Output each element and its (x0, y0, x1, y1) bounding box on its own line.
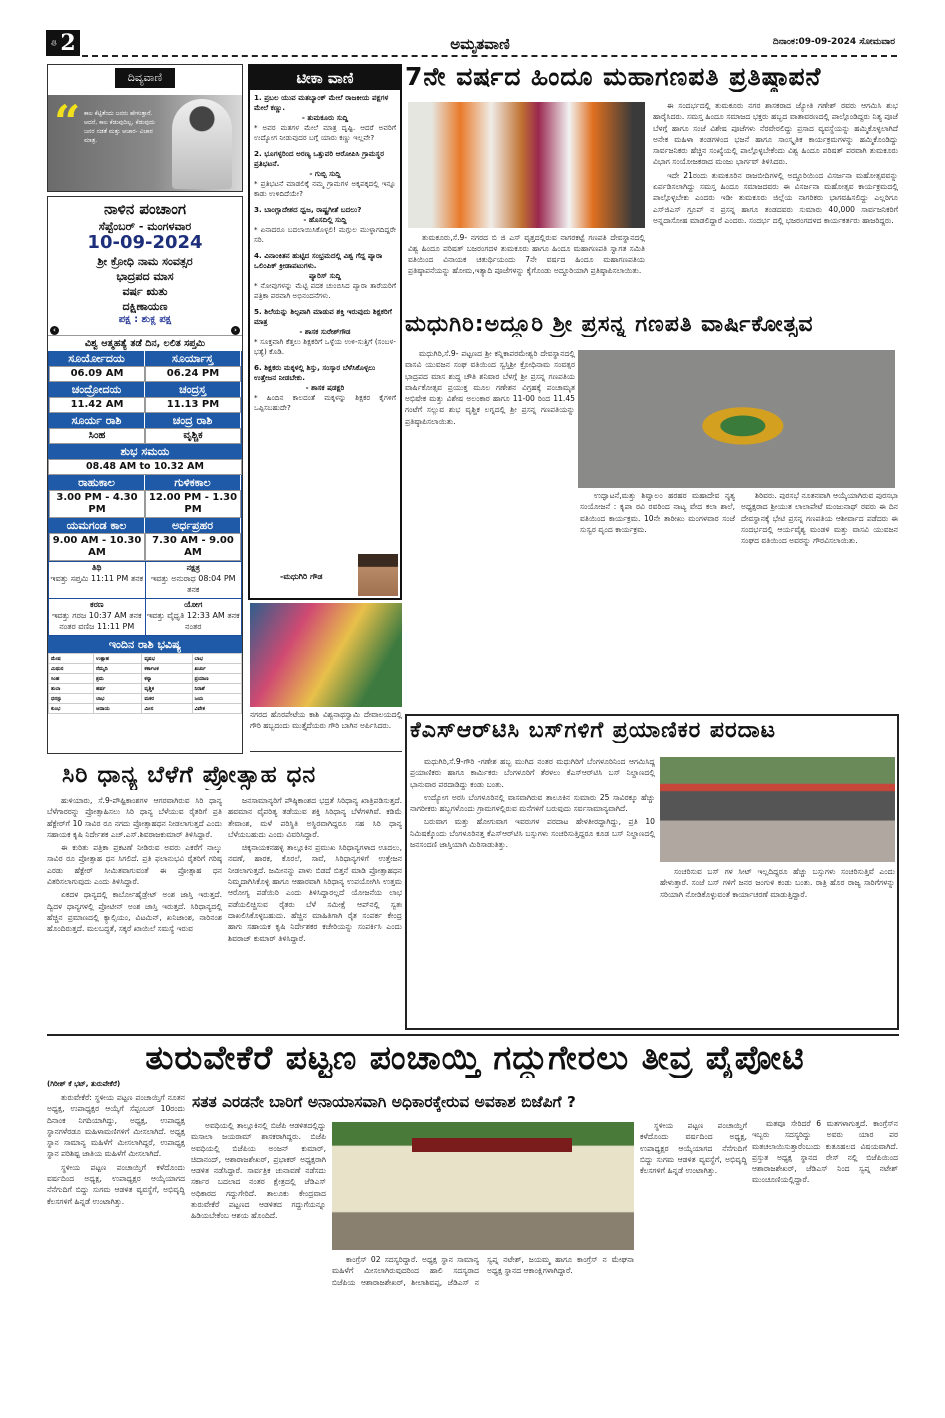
story5-headline: ತುರುವೇಕೆರೆ ಪಟ್ಟಣ ಪಂಚಾಯ್ತಿ ಗದ್ದುಗೇರಲು ತೀವ್ರ ಪೈಪೋಟಿ (145, 1038, 805, 1077)
header-date: ದಿನಾಂಕ:09-09-2024 ಸೋಮವಾರ (772, 37, 895, 47)
rashi-cell: ಲಾಭ (94, 694, 142, 704)
rashi-cell: ಮಿಥುನ (49, 664, 94, 674)
panchanga-heading: ಚಂದ್ರಸ್ತ (145, 382, 241, 397)
panchanga-value: 06.24 PM (145, 366, 241, 382)
story4-headline: ಸಿರಿ ಧಾನ್ಯ ಬೆಳೆಗೆ ಪ್ರೋತ್ಸಾಹ ಧನ (62, 762, 317, 788)
panchanga-value: 7.30 AM - 9.00 AM (145, 533, 241, 561)
story4-paragraph: ಚಿಕ್ಕನಾಯಕನಹಳ್ಳಿ ತಾಲ್ಲೂಕಿನ ಪ್ರಮುಖ ಸಿರಿಧಾನ್ಯಗಳಾದ ಊದಲು, ನವಣೆ, ಹಾರಕ, ಕೊರಲೆ, ಸಾವೆ, ಸಿರಿಧಾನ್ಯಗಳಿಗೆ ಉತ್ತೇಜನ ನೀಡಲಾಗುತ್ತದೆ. ಜಮೀನನ್ನು ಪಾಳು ಬಿಡದೆ ಬಿತ್ತನೆ ಮಾಡಿ ಪ್ರೋತ್ಸಾಹಧನ ನಿಮ್ಮದಾಗಿಸಿಕೊಳ್ಳಿ ಹಾಗೂ ಆಹಾರವಾಗಿ ಸಿರಿಧಾನ್ಯ ಉಪಯೋಗಿಸಿ ಉತ್ತಮ ಆರೋಗ್ಯ ಪಡೆಯಿರಿ ಎಂದು ತಿಳಿಸಿದ್ದಾರಲ್ಲದೆ ಯೋಜನೆಯ ಲಾಭ ಪಡೆಯಲಿಚ್ಚಿಸುವ ರೈತರು ಬೆಳೆ ಸಮೀಕ್ಷೆ ಆಪ್‌ನಲ್ಲಿ ಸ್ವತಃ ದಾಖಲಿಸಿಕೊಳ್ಳಬಹುದು. ಹೆಚ್ಚಿನ ಮಾಹಿತಿಗಾಗಿ ರೈತ ಸಂಪರ್ಕ ಕೇಂದ್ರ ಹಾಗು ಸಹಾಯಕ ಕೃಷಿ ನಿರ್ದೇಶಕರ ಕಚೇರಿಯನ್ನು ಸಂಪರ್ಕಿಸಿ ಎಂದು ಶಿವರಾಜ್ ಕುಮಾರ್ ತಿಳಿಸಿದ್ದಾರೆ. (228, 843, 402, 943)
teeka-source: ಪ್ಯಾರಿಸ್ ಸುದ್ದಿ (309, 271, 341, 280)
rashi-cell: ಹರ್ಷ (94, 684, 142, 694)
panchanga-value: ವೃಶ್ಚಿಕ (145, 428, 241, 444)
paper-name: ಅಮೃತವಾಣಿ (450, 35, 510, 53)
teeka-comment: * ಸೂಕ್ತವಾಗಿ ಕೆತ್ತಲು ಶಿಕ್ಷಕರಿಗೆ ಒಳ್ಳೆಯ ಉಳಿ-ಸುತ್ತಿಗೆ (ಸಂಬಳ-ಭತ್ಯೆ) ಕೊಡಿ. (254, 337, 396, 356)
cell-title: ನಕ್ಷತ್ರ (186, 563, 200, 572)
rashi-cell: ಮೀನ (142, 704, 192, 714)
teeka-item (254, 251, 396, 301)
story2-col3: ಶಿರಿವರು. ಪುರಸಭೆ ನೂತನವಾಗಿ ಆಯ್ಕೆಯಾಗಿರುವ ಪುರಸಭಾ ಅಧ್ಯಕ್ಷರಾದ ಶ್ರೀಯುತ ಲಾಲಾಪೇಟೆ ಮಂಜುನಾಥ್ ರವರು ಈ ದಿನ ದೇವಸ್ಥಾನಕ್ಕೆ ಭೇಟಿ ಪ್ರಸನ್ನ ಗಣಪತಿಯ ಆಶೀರ್ವಾದ ಪಡೆದರು ಈ ಸಂದರ್ಭದಲ್ಲಿ ಆರ್ಯವೈಶ್ಯ ಮಂಡಳಿ ಮತ್ತು ವಾಸವಿ ಯುವಜನ ಸಂಘದ ವತಿಯಿಂದ ಅವರನ್ನು ಗೌರವಿಸಲಾಯಿತು. (741, 491, 898, 546)
rashi-cell: ವಿವೇಕ (192, 704, 241, 714)
panchayat-office-photo (332, 1122, 634, 1250)
story4-paragraph: ಜನಸಾಮಾನ್ಯರಿಗೆ ಪೌಷ್ಠಿಕಾಂಶದ ಭದ್ರತೆ ಸಿರಿಧಾನ್ಯ ಖಾತ್ರಿಪಡಿಸುತ್ತದೆ. ಹವಮಾನ ವೈಪರಿತ್ಯ ತಡೆಯುವ ಶಕ್ತಿ ಸಿರಿಧಾನ್ಯ ಬೆಳೆಗಳಿಗಿವೆ. ಕಡಿಮೆ ತೇವಾಂಶ, ಮಳೆ ಪರಿಸ್ಥಿತಿ ಅಸ್ಥಿರವಾಗಿದ್ದರೂ ಸಹ ಸಿರಿ ಧಾನ್ಯ ಬೆಳೆಯಬಹುದು ಎಂದು ವಿವರಿಸಿದ್ದಾರೆ. (228, 796, 402, 839)
panchanga-special-day: ವಿಶ್ವ ಆತ್ಮಹತ್ಯೆ ತಡೆ ದಿನ, ಲಲಿತ ಸಪ್ತಮಿ (48, 335, 242, 351)
teeka-item (254, 205, 396, 245)
rashi-cell: ವೃಶ್ಚಿಕ (142, 684, 192, 694)
teeka-item (254, 307, 396, 357)
story2-col1: ಮಧುಗಿರಿ,ಸೆ.9- ಪಟ್ಟಣದ ಶ್ರೀ ಕನ್ನಿಕಾಪರಮೇಶ್ವರಿ ದೇವಸ್ಥಾನದಲ್ಲಿ ವಾಸವಿ ಯುವಜನ ಸಂಘ ವತಿಯಿಂದ ಸ್ವಸ್ತಿಶ್ರೀ ಕ್ರೋಧಿನಾಮ ಸಂವತ್ಸರ ಭಾದ್ರಪದ ಮಾಸ ಶುದ್ಧ ಚೌತಿ ಶನಿವಾರ ಬೆಳಗ್ಗೆ ಶ್ರೀ ಪ್ರಸನ್ನ ಗಣಪತಿಯ ವಾರ್ಷಿಕೋತ್ಸವ ಪ್ರಯುಕ್ತ ಮೂಲ ಗಣೇಶನ ವಿಗ್ರಹಕ್ಕೆ ಪಂಚಾಮೃತ ಅಭಿಷೇಕ ಮತ್ತು ವಿಶೇಷ ಅಲಂಕಾರ ಹಾಗೂ 11-00 ರಿಂದ 11.45 ಗಂಟೆಗೆ ಸಲ್ಲುವ ಶುಭ ವೃಶ್ಚಿಕ ಲಗ್ನದಲ್ಲಿ ಶ್ರೀ ಪ್ರಸನ್ನ ಗಣಪತಿಯನ್ನು ಪ್ರತಿಷ್ಠಾಪಿಸಲಾಯಿತು. (405, 349, 575, 426)
teeka-comment: * ಹಿಂದಿನ ಕಾಲದಂತೆ ಮಕ್ಕಳನ್ನು ಶಿಕ್ಷಕರ ಕೈಗಳಿಗೆ ಒಪ್ಪಿಸಬಹುದೇ? (254, 393, 396, 412)
story4-paragraph: ಹುಳಿಯಾರು, ಸೆ.9-ಪೌಷ್ಟಿಕಾಂಶಗಳ ಆಗರವಾಗಿರುವ ಸಿರಿ ಧಾನ್ಯ ಬೆಳೆಗಾರರನ್ನು ಪ್ರೋತ್ಸಾಹಿಸಲು ಸಿರಿ ಧಾನ್ಯ ಬೆಳೆಯುವ ರೈತರಿಗೆ ಪ್ರತಿ ಹೆಕ್ಟೇರ್‌ಗೆ 10 ಸಾವಿರ ರೂ ನಗದು ಪ್ರೋತ್ಸಾಹಧನ ನೀಡಲಾಗುತ್ತದೆ ಎಂದು ಸಹಾಯಕ ಕೃಷಿ ನಿರ್ದೇಶಕ ಎಚ್.ಎಸ್.ಶಿವರಾಜಕುಮಾರ್ ತಿಳಿಸಿದ್ದಾರೆ. (47, 796, 222, 839)
teeka-quote: 5. ಶಿಲೆಯನ್ನು ಶಿಲ್ಪವಾಗಿ ಮಾಡುವ ಶಕ್ತಿ ಇರುವುದು ಶಿಕ್ಷಕರಿಗೆ ಮಾತ್ರ (254, 307, 392, 326)
panchanga-box (47, 196, 243, 754)
story5-paragraph: ಸ್ಥಳೀಯ ಪಟ್ಟಣ ಪಂಚಾಯ್ತಿಗೆ ಕಳೆದೊಂದು ವರ್ಷದಿಂದ ಅಧ್ಯಕ್ಷ, ಉಪಾಧ್ಯಕ್ಷರ ಆಯ್ಕೆಯಾಗದ ನೆನೆಗುದಿಗೆ ಬಿದ್ದು ಸುಗಮ ಆಡಳಿತ ವ್ಯವಸ್ಥೆಗೆ, ಅಭಿವೃದ್ಧಿ ಕೆಲಸಗಳಿಗೆ ಹಿನ್ನಡೆ ಉಂಟಾಗಿತ್ತು. (47, 1162, 185, 1206)
section-divider (47, 1034, 899, 1036)
rashi-row (49, 684, 242, 694)
panchanga-row (48, 351, 242, 382)
teeka-source: - ಶಾಸಕ ಸುರೇಶ್‌ಗೌಡ (299, 327, 351, 336)
teeka-quote: 1. ಪ್ರಬಲ ಯುವ ಮತಬ್ಯಾಂಕ್ ಮೇಲೆ ರಾಜಕೀಯ ಪಕ್ಷಗಳ ಮೇಲೆ ಕಣ್ಣು. (254, 93, 389, 112)
panchanga-heading: ಚಂದ್ರೋದಯ (49, 382, 145, 397)
vivekananda-portrait (172, 99, 232, 189)
rashi-row (49, 694, 242, 704)
teeka-quote: 6. ಶಿಕ್ಷಕರು ಮಕ್ಕಳಲ್ಲಿ ಶಿಸ್ತು, ಸಂಸ್ಕಾರ ಬೆಳೆಸಿಕೊಳ್ಳಲು ಉತ್ತೇಜನ ನೀಡಬೇಕು. (254, 363, 376, 382)
story1-paragraph: ಈ ಸಂದರ್ಭದಲ್ಲಿ ತುಮಕೂರು ನಗರ ಶಾಸಕರಾದ ಜ್ಯೋತಿ ಗಣೇಶ್ ರವರು ಆಗಮಿಸಿ ಶುಭ ಹಾರೈಸಿದರು. ಸಮಸ್ತ ಹಿಂದೂ ಸಮಾಜದ ಭಕ್ತರು ಹಬ್ಬದ ವಾತಾವರಣದಲ್ಲಿ ಪಾಲ್ಗೊಂಡಿದ್ದರು ನಿತ್ಯ ಪೂಜೆ ಬೆಳಗ್ಗೆ ಹಾಗೂ ಸಂಜೆ ವಿಶೇಷ ಪೂಜೆಗಳು ನೆರವೇರಲಿದ್ದು ಪ್ರಸಾದ ವ್ಯವಸ್ಥೆಯನ್ನು ಹಮ್ಮಿಕೊಳ್ಳಲಾಗಿದೆ ಅನೇಕ ಮಹಿಳಾ ತಂಡಗಳಿಂದ ಭಜನೆ ಹಾಗೂ ಸಾಂಸ್ಕೃತಿಕ ಕಾರ್ಯಕ್ರಮಗಳನ್ನು ಹಮ್ಮಿಕೊಂಡಿದ್ದು ಸಾರ್ವಜನಿಕರು ಹೆಚ್ಚಿನ ಸಂಖ್ಯೆಯಲ್ಲಿ ಪಾಲ್ಗೊಳ್ಳಬೇಕೆಂದು ವಿಶ್ವ ಹಿಂದೂ ಪರಿಷತ್ ಪರವಾಗಿ ತುಮಕೂರು ವಿಭಾಗ ಸಂಯೋಜಕರಾದ ಮಂಜು ಭಾರ್ಗವ್ ತಿಳಿಸಿದರು. (653, 101, 898, 167)
teeka-source: - ಗುಬ್ಬಿ ಸುದ್ದಿ (309, 169, 341, 178)
panchanga-value: 12.00 PM - 1.30 PM (145, 490, 241, 518)
panchanga-date: 10-09-2024 (87, 232, 203, 253)
story4-col1 (47, 795, 222, 1031)
panchanga-rutu: ವರ್ಷ ಋತು (122, 285, 168, 298)
rashi-cell: ಉತ್ಸಾಹ (94, 654, 142, 664)
quote-mark-icon: “ (54, 95, 81, 149)
story1-photo (408, 102, 645, 228)
story5-col1 (47, 1092, 185, 1402)
teeka-quote: 2. ಭೂಗಳ್ಳರಿಂದ ಅರಣ್ಯ ಒತ್ತುವರಿ ಆರೋಪಿಸಿ ಗ್ರಾಮಸ್ಥರ ಪ್ರತಿಭಟನೆ. (254, 149, 385, 168)
panchanga-heading: ಯಮಗಂಡ ಕಾಲ (49, 518, 145, 533)
panchanga-value: 9.00 AM - 10.30 AM (49, 533, 145, 561)
story4-col2 (228, 795, 402, 1031)
panchanga-nav (48, 326, 242, 335)
story1-body (653, 100, 898, 304)
story5-subheadline: ಸತತ ಎರಡನೇ ಬಾರಿಗೆ ಅನಾಯಾಸವಾಗಿ ಅಧಿಕಾರಕ್ಕೇರುವ ಅವಕಾಶ ಬಿಜೆಪಿಗೆ ? (192, 1093, 576, 1111)
rashi-table (48, 653, 242, 714)
rashi-cell: ಶ್ರಮ (94, 674, 142, 684)
divyavani-box (47, 64, 243, 192)
panchanga-value: 06.09 AM (49, 366, 145, 382)
panchanga-heading: ರಾಹುಕಾಲ (49, 475, 145, 490)
panchanga-paksha: ಪಕ್ಷ : ಶುಕ್ಲ ಪಕ್ಷ (118, 314, 172, 325)
teeka-quote: 4. ವಿನಾಂಕಿತನ ಹುಟ್ಟಿದ ಸಂಭ್ರಮದಲ್ಲಿ ವಿಶ್ವ ಗೆದ್ದ ಪ್ಯಾರಾ ಒಲಿಂಪಿಕ್ ಕ್ರೀಡಾಪಟುಗಳು. (254, 251, 383, 270)
story2-col2: ಉದ್ಘಾಟನೆ,ಮತ್ತು ಶಿವ್ವಾಲಂ ಹರಹರ ಮಹಾದೇವ ನೃತ್ಯ ಸಂಯೋಜನೆ : ಕೃಪಾ ರವಿ ರವರಿಂದ ನಾಟ್ಯ ವೇದ ಕಲಾ ಶಾಲೆ, ವತಿಯಿಂದ ಕಾರ್ಯಕ್ರಮ. 10ನೇ ತಾರೀಖು ಮಂಗಳವಾರ ಸಂಜೆ ಸುಸ್ವರ ವೃಂದ ಕಾರ್ಯಕ್ರಮ. (580, 491, 735, 534)
divyavani-image (48, 95, 242, 191)
panchanga-cell (146, 562, 242, 598)
panchanga-cell (49, 599, 145, 635)
chevron-left-icon[interactable]: ‹ (50, 326, 59, 335)
rashi-cell: ಕುಂಭ (49, 704, 94, 714)
rashi-cell: ಆದಾಯ (94, 704, 142, 714)
panchanga-row (48, 518, 242, 561)
story3-paragraph: ಮಧುಗಿರಿ,ಸೆ.9-ಗೌರಿ -ಗಣೇಶ ಹಬ್ಬ ಮುಗಿದ ನಂತರ ಮಧುಗಿರಿಗೆ ಬೆಂಗಳೂರಿನಿಂದ ಆಗಮಿಸಿದ್ದ ಪ್ರಯಾಣಿಕರು ಹಾಗೂ ಕಾರ್ಮಿಕರು ಬೆಂಗಳೂರಿಗೆ ತೆರಳಲು ಕೆಎಸ್‌ಆರ್‌ಟಿಸಿ ಬಸ್ ನಿಲ್ದಾಣದಲ್ಲಿ ಭಾನುವಾರ ಪರದಾಡಿದ್ದು ಕಂಡು ಬಂತು. (410, 757, 655, 789)
gowri-photo (250, 603, 402, 707)
panchanga-heading: ಗುಳಿಕಕಾಲ (145, 475, 241, 490)
story5-col4: ಮತವೂ ಸೇರಿದರೆ 6 ಮತಗಳಾಗುತ್ತದೆ. ಕಾಂಗ್ರೆಸ್‌ನ ಇಬ್ಬರು ಸದಸ್ಯರಿದ್ದು ಅವರು ಯಾರ ಪರ ಮತಚಲಾಯಿಸುತ್ತಾರೆಂಬುದು ಕುತೂಹಲದ ವಿಷಯವಾಗಿದೆ. ಪ್ರಸ್ತುತ ಅಧ್ಯಕ್ಷ ಸ್ಥಾನದ ರೇಸ್ ನಲ್ಲಿ ಬಿಜೆಪಿಯಿಂದ ಆಶಾರಾಜಶೇಖರ್, ಜೆಡಿಎಸ್ ನಿಂದ ಸ್ವಪ್ನ ನಟೇಶ್ ಮುಂಚೂಣಿಯಲ್ಲಿದ್ದಾರೆ. (752, 1119, 898, 1185)
panchanga-heading: ಸೂರ್ಯಾಸ್ತ (145, 351, 241, 366)
shubha-samaya-value: 08.48 AM to 10.32 AM (48, 459, 242, 475)
rashi-row (49, 664, 242, 674)
teeka-footer (250, 554, 400, 598)
teeka-quote: 3. ಬಾಂಗ್ಲಾದೇಶದ ಧ್ವಜ, ರಾಷ್ಟ್ರಗೀತೆ ಬದಲು? (254, 205, 362, 214)
panchanga-value: 11.42 AM (49, 397, 145, 413)
rashi-cell: ಸಿಂಹ (49, 674, 94, 684)
bus-station-photo (660, 757, 895, 862)
teeka-comment: * ನೋವುಗಳನ್ನು ಮೆಟ್ಟಿ ಪದಕ ಚುಂಬಿಸಿದ ಪ್ಯಾರಾ ತಾರೆಯರಿಗೆ ಪತ್ರಿಕಾ ಪರವಾಗಿ ಅಭಿನಂದನೆಗಳು. (254, 281, 396, 300)
panchanga-cell (146, 599, 242, 635)
cell-value: ಇವತ್ತು ಸಪ್ತಮಿ 11:11 PM ತನಕ (50, 574, 144, 583)
teeka-source: - ತುಮಕೂರು ಸುದ್ದಿ (301, 113, 349, 122)
panchanga-heading: ಚಂದ್ರ ರಾಶಿ (145, 413, 241, 428)
header-divider (82, 55, 897, 57)
rashi-cell: ಪ್ರಯಾಣ (192, 674, 241, 684)
teeka-signature: -ಮಧುಗಿರಿ ಗೌಡ (280, 572, 323, 581)
rashi-cell: ತುಲಾ (49, 684, 94, 694)
office-signboard (412, 1138, 572, 1152)
rashi-cell: ಧನಸ್ಸು (49, 694, 94, 704)
panchanga-cells (48, 561, 242, 636)
panchanga-heading: ಸೂರ್ಯೋದಯ (49, 351, 145, 366)
story5-col3: ಕಾಂಗ್ರೆಸ್ 02 ಸದಸ್ಯರಿದ್ದಾರೆ. ಅಧ್ಯಕ್ಷ ಸ್ಥಾನ ಸಾಮಾನ್ಯ ಮಹಿಳೆಗೆ ಮೀಸಲಾಗಿರುವುದರಿಂದ ಹಾಲಿ ಸದಸ್ಯರಾದ ಬಿಜೆಪಿಯ ಆಶಾರಾಜಶೇಖರ್, ಶೀಲಾಶಿವಪ್ಪ, ಜೆಡಿಎಸ್ ನ ಸ್ವಪ್ನ ನಟೇಶ್, ಜಯಮ್ಮ ಹಾಗೂ ಕಾಂಗ್ರೆಸ್ ನ ಮೇಘನಾ ಅಧ್ಯಕ್ಷ ಸ್ಥಾನದ ಆಕಾಂಕ್ಷಿಗಳಾಗಿದ್ದಾರೆ. (332, 1255, 634, 1287)
page-number-box (46, 30, 80, 56)
rashi-cell: ಜಯ (192, 694, 241, 704)
cell-title: ತಿಥಿ (92, 563, 102, 572)
teeka-vani-box (248, 64, 402, 600)
panchanga-value: 11.13 PM (145, 397, 241, 413)
teeka-item (254, 93, 396, 143)
rashi-cell: ನಿರಾಶೆ (192, 684, 241, 694)
teeka-vani-title: ಟೀಕಾ ವಾಣಿ (250, 66, 400, 90)
story5-col2: ಅವಧಿಯಲ್ಲಿ ತಾಲ್ಲೂಕಿನಲ್ಲಿ ಬಿಜೆಪಿ ಆಡಳಿತದಲ್ಲಿದ್ದು ಮಸಾಲಾ ಜಯರಾಮ್ ಶಾಸಕರಾಗಿದ್ದರು. ಬಿಜೆಪಿ ಅವಧಿಯಲ್ಲಿ ಬಿಜೆಪಿಯ ಅಂಜನ್ ಕುಮಾರ್, ಚಿದಾನಂದ್, ಆಶಾರಾಜಶೇಖರ್, ಪ್ರಭಾಕರ್ ಅಧ್ಯಕ್ಷರಾಗಿ ಆಡಳಿತ ನಡೆಸಿದ್ದಾರೆ. ಸಾರ್ವತ್ರಿಕ ಚುನಾವಣೆ ನಡೆಸದು ಸರ್ಕಾರ ಬದಲಾದ ನಂತರ ಕ್ಷೇತ್ರದಲ್ಲಿ ಜೆಡಿಎಸ್ ಅಧಿಕಾರದ ಗದ್ದುಗೇರಿದೆ. ತಾಲೂಕು ಕೇಂದ್ರವಾದ ತುರುವೇಕೆರೆ ಪಟ್ಟಣದ ಆಡಳಿತದ ಗದ್ದುಗೆಯನ್ನೂ ಹಿಡಿಯಬೇಕೆಂಬ ಆಶಯ ಹೊಂದಿದೆ. (191, 1121, 326, 1221)
rashi-cell: ವೃಷಭ (142, 654, 192, 664)
story1-caption: ತುಮಕೂರು,ಸೆ.9- ನಗರದ ಬಿ ಜಿ ಎಸ್ ವೃತ್ತದಲ್ಲಿರುವ ನಾಗರಕಟ್ಟೆ ಗಣಪತಿ ದೇವಸ್ಥಾನದಲ್ಲಿ ವಿಶ್ವ ಹಿಂದೂ ಪರಿಷತ್ ಬಜರಂಗದಳ ತುಮಕೂರು ಹಾಗೂ ಹಿಂದೂ ಮಹಾಗಣಪತಿ ಸ್ವಾಗತ ಸಮಿತಿ ವತಿಯಿಂದ ವಿನಾಯಕ ಚತುರ್ಥಿಯಂದು 7ನೇ ವರ್ಷದ ಹಿಂದೂ ಮಹಾಗಣಪತಿಯ ಪ್ರತಿಷ್ಠಾಪನೆಯನ್ನು ಹೋಮ,ಇತ್ಯಾದಿ ಪೂಜೆಗಳನ್ನು ಕೈಗೊಂಡು ಅದ್ದೂರಿಯಾಗಿ ಪ್ರತಿಷ್ಠಾಪಿಸಲಾಯಿತು. (408, 233, 645, 275)
story2-photo (578, 350, 895, 488)
rashi-title: ಇಂದಿನ ರಾಶಿ ಭವಿಷ್ಯ (48, 636, 242, 653)
panchanga-ayana: ದಕ್ಷಿಣಾಯಣ (122, 300, 168, 313)
story3-paragraph: ಉದ್ಯೋಗ ಅರಸಿ ಬೆಂಗಳೂರಿನಲ್ಲಿ ವಾಸವಾಗಿರುವ ತಾಲೂಕಿನ ಸುಮಾರು 25 ಸಾವಿರಕ್ಕೂ ಹೆಚ್ಚು ನಾಗರೀಕರು ಹಬ್ಬಗಳೊಂದು ಗ್ರಾಮಗಳಲ್ಲಿರುವ ಮನೆಗಳಿಗೆ ಬರುವುದು ಸರ್ವಸಾಮಾನ್ಯವಾಗಿದೆ. (410, 792, 655, 814)
rashi-cell: ಮಕರ (142, 694, 192, 704)
rashi-cell: ಕನ್ಯಾ (142, 674, 192, 684)
divyavani-title: ದಿವ್ಯವಾಣಿ (115, 68, 175, 88)
story5-paragraph: ತುರುವೇಕೆರೆ: ಸ್ಥಳೀಯ ಪಟ್ಟಣ ಪಂಚಾಯ್ತಿಗೆ ನೂತನ ಅಧ್ಯಕ್ಷ, ಉಪಾಧ್ಯಕ್ಷರ ಆಯ್ಕೆಗೆ ಸೆಪ್ಟಂಬರ್ 10ರಂದು ದಿನಾಂಕ ನಿಗದಿಯಾಗಿದ್ದು, ಅಧ್ಯಕ್ಷ, ಉಪಾಧ್ಯಕ್ಷ ಸ್ಥಾನಗಳೆರಡೂ ಮಹಿಳಾಮಣಿಗಳಿಗೆ ಮೀಸಲಾಗಿದೆ. ಅಧ್ಯಕ್ಷ ಸ್ಥಾನ ಸಾಮಾನ್ಯ ಮಹಿಳೆಗೆ ಮೀಸಲಾಗಿದ್ದರೆ, ಉಪಾಧ್ಯಕ್ಷ ಸ್ಥಾನ ಪರಿಶಿಷ್ಟ ಜಾತಿಯ ಮಹಿಳೆಗೆ ಮೀಸಲಾಗಿದೆ. (47, 1093, 185, 1159)
story5-col4b: ಸ್ಥಳೀಯ ಪಟ್ಟಣ ಪಂಚಾಯ್ತಿಗೆ ಕಳೆದೊಂದು ವರ್ಷದಿಂದ ಅಧ್ಯಕ್ಷ, ಉಪಾಧ್ಯಕ್ಷರ ಆಯ್ಕೆಯಾಗದ ನೆನೆಗುದಿಗೆ ಬಿದ್ದು ಸುಗಮ ಆಡಳಿತ ವ್ಯವಸ್ಥೆಗೆ, ಅಭಿವೃದ್ಧಿ ಕೆಲಸಗಳಿಗೆ ಹಿನ್ನಡೆ ಉಂಟಾಗಿತ್ತು. (640, 1121, 747, 1176)
gowri-caption: ನಗರದ ಹೊರಪೇಟೆಯ ಕಾಶಿ ವಿಶ್ವನಾಥಸ್ವಾಮಿ ದೇವಾಲಯದಲ್ಲಿ ಗೌರಿ ಹಬ್ಬದಂದು ಮುತ್ತೈದೆಯರು ಗೌರಿ ಬಾಗಿನ ಅರ್ಪಿಸಿದರು. (250, 710, 402, 752)
rashi-row (49, 704, 242, 714)
story3-paragraph: ಬರುವಾಗ ಮತ್ತು ಹೋಗುವಾಗ ಇವರುಗಳ ಪರದಾಟ ಹೇಳತೀರದ್ದಾಗಿದ್ದು, ಪ್ರತಿ 10 ನಿಮಿಷಕ್ಕೊಂದು ಬೆಂಗಳೂರಿನತ್ತ ಕೆಎಸ್‌ಆರ್‌ಟಿಸಿ ಬಸ್ಸುಗಳು ಸಂಚರಿಸುತ್ತಿದ್ದರೂ ಕೂಡ ಬಸ್ ನಿಲ್ದಾಣದಲ್ಲಿ ಜನಸಂದಣಿ ಜಾಸ್ತಿಯಾಗಿ ಮಿರಿಸಾಡುತಿತ್ತು. (410, 817, 655, 850)
columnist-photo (358, 554, 398, 596)
story5-byline: (ಗಿರೀಶ್ ಕೆ ಭಟ್, ತುರುವೇಕೆರೆ) (47, 1080, 121, 1088)
rashi-cell: ಲಾಭ (192, 654, 241, 664)
panchanga-title: ನಾಳಿನ ಪಂಚಾಂಗ (104, 200, 186, 218)
divyavani-quote: ಕಾಲ ಕೆಟ್ಟಿತೆಂದು ಜನರು ಹೇಳುತ್ತಾರೆ. ಆದರೆ, ಕಾಲ ಕೆಡುವುದಿಲ್ಲ, ಕೆಡುವುದು ಜನರ ನಡತೆ ಮತ್ತು ಆಚಾರ- ವಿಚಾರ ಮಾತ್ರ. (84, 110, 155, 144)
teeka-comment: * ಏನಾದರೂ ಬದಲಾಯಿಸಿಕೊಳ್ಳಲಿ! ಮಗ್ಗುಲ ಮುಳ್ಳಾಗದಿದ್ದರೇ ಸರಿ. (254, 225, 396, 244)
panchanga-kala (48, 475, 242, 561)
story4-paragraph: ಈ ಕುರಿತು ಪತ್ರಿಕಾ ಪ್ರಕಟಣೆ ನೀಡಿರುವ ಅವರು ಎಕರೆಗೆ ನಾಲ್ಕು ಸಾವಿರ ರೂ ಪ್ರೋತ್ಸಾಹ ಧನ ಸಿಗಲಿದೆ. ಪ್ರತಿ ಫಲಾನುಭವಿ ರೈತರಿಗೆ ಗರಿಷ್ಠ ಎರಡು ಹೆಕ್ಟೇರ್ ಸೀಮಿತವಾಗುವಂತೆ ಈ ಪ್ರೋತ್ಸಾಹ ಧನ ವಿತರಿಸಲಾಗುವುದು ಎಂದು ತಿಳಿಸಿದ್ದಾರೆ. (47, 843, 222, 887)
panchanga-cell (49, 562, 145, 598)
teeka-item (254, 149, 396, 199)
panchanga-row (48, 382, 242, 413)
panchanga-masa: ಭಾದ್ರಪದ ಮಾಸ (116, 270, 174, 283)
story1-paragraph: ಇದೇ 21ರಂದು ತುಮಕೂರಿನ ರಾಜಬೀದಿಗಳಲ್ಲಿ ಅದ್ದೂರಿಯಿಂದ ವಿಸರ್ಜನಾ ಮಹೋತ್ಸವವನ್ನು ಏರ್ಪಡಿಸಲಾಗಿದ್ದು ಸಮಸ್ತ ಹಿಂದೂ ಸಮಾಜದವರು ಈ ವಿಸರ್ಜನಾ ಮಹೋತ್ಸವ ಕಾರ್ಯಕ್ರಮದಲ್ಲಿ ಪಾಲ್ಗೊಳ್ಳಬೇಕು ಎಂದರು ಇಡೀ ತುಮಕೂರು ಜಿಲ್ಲೆಯ ನಾಗರಿಕರು ಭಾಗವಹಿಸಲಿದ್ದು ಎಲ್ಲರಿಗೂ ಎಸ್‌ಜಿಎಸ್ ಗ್ರೂಪ್ ನ ಪ್ರಸನ್ನ ಹಾಗೂ ತಂಡದವರು ಸುಮಾರು 40,000 ಸಾರ್ವಜನಿಕರಿಗೆ ಅನ್ನದಾಸೋಹ ಮಾಡಲಿದ್ದಾರೆ ಎಂದರು. ಸಂದರ್ಭ ದಲ್ಲಿ ಭಜರಂಗದಳದ ಕಾರ್ಯಕರ್ತರು ಹಾಜರಿದ್ದರು. (653, 170, 898, 225)
cell-title: ಯೋಗ (184, 600, 203, 609)
story3-col1 (410, 756, 655, 1026)
teeka-source: - ಶಾಸಕ ಷಡಕ್ಷರಿ (305, 383, 345, 392)
rashi-row (49, 654, 242, 664)
rashi-cell: ನೆಮ್ಮದಿ (94, 664, 142, 674)
panchanga-row (48, 475, 242, 518)
chevron-right-icon[interactable]: › (231, 326, 240, 335)
rashi-row (49, 674, 242, 684)
rashi-cell: ಮೇಷ (49, 654, 94, 664)
rashi-cell: ಕರ್ಕಾಟಕ (142, 664, 192, 674)
teeka-comment: * ಪ್ರತಿಭಟನೆ ಮಾಡಲಿಕ್ಕೆ ನಮ್ಮ ಗ್ರಾಮಗಳ ಅಕ್ಕಪಕ್ಕದಲ್ಲಿ ಇನ್ನೂ ಕಾಡು ಉಳಿದಿದೆಯೇ? (254, 179, 396, 198)
panchanga-value: ಸಿಂಹ (49, 428, 145, 444)
shubha-samaya-label: ಶುಭ ಸಮಯ (48, 444, 242, 459)
story2-headline: ಮಧುಗಿರಿ:ಅದ್ದೂರಿ ಶ್ರೀ ಪ್ರಸನ್ನ ಗಣಪತಿ ವಾರ್ಷಿಕೋತ್ಸವ (405, 312, 814, 337)
story4-paragraph: ಏಕದಳ ಧಾನ್ಯದಲ್ಲಿ ಕಾರ್ಬೋಹೈಡ್ರೇಟ್ ಅಂಶ ಜಾಸ್ತಿ ಇರುತ್ತದೆ. ದ್ವಿದಳ ಧಾನ್ಯಗಳಲ್ಲಿ ಪ್ರೋಟೀನ್ ಅಂಶ ಜಾಸ್ತಿ ಇರುತ್ತದೆ. ಸಿರಿಧಾನ್ಯದಲ್ಲಿ ಹೆಚ್ಚಿನ ಪ್ರಮಾಣದಲ್ಲಿ ಕ್ಯಾಲ್ಸಿಯಂ, ವಿಟಮಿನ್, ಖನಿಜಾಂಶ, ನಾರಿನಂಶ ಹೊಂದಿರುತ್ತದೆ. ಮಲಬದ್ಧತೆ, ಸಕ್ಕರೆ ಖಾಯಿಲೆ ಸಮಸ್ಯೆ ಇರುವ (47, 890, 222, 934)
story3-headline: ಕೆಎಸ್‌ಆರ್‌ಟಿಸಿ ಬಸ್‌ಗಳಿಗೆ ಪ್ರಯಾಣಿಕರ ಪರದಾಟ (410, 718, 777, 743)
story1-headline: 7ನೇ ವರ್ಷದ ಹಿಂದೂ ಮಹಾಗಣಪತಿ ಪ್ರತಿಷ್ಠಾಪನೆ (405, 62, 822, 91)
panchanga-heading: ಅರ್ಧಪ್ರಹರ (145, 518, 241, 533)
teeka-source: - ಹೊಸದಿಲ್ಲಿ ಸುದ್ದಿ (303, 215, 347, 224)
cell-value: ಇವತ್ತು ವೈಧೃತಿ 12:33 AM ತನಕ ನಂತರ (146, 611, 240, 631)
panchanga-heading: ಸೂರ್ಯ ರಾಶಿ (49, 413, 145, 428)
page-prefix: ಪು (50, 40, 59, 46)
panchanga-samvatsara: ಶ್ರೀ ಕ್ರೋಧಿ ನಾಮ ಸಂವತ್ಸರ (97, 255, 193, 268)
rashi-cell: ಖರ್ಚು (192, 664, 241, 674)
cell-title: ಕರಣ (89, 600, 104, 609)
story3-col2: ಸಂಚರಿಸುವ ಬಸ್ ಗಳ ಸೀಟ್ ಇಲ್ಲದಿದ್ದರೂ ಹೆಚ್ಚು ಬಸ್ಸುಗಳು ಸಂಚರಿಸುತ್ತಿವೆ ಎಂದು ಹೇಳುತ್ತಾರೆ. ಸಂಜೆ ಬಸ್ ಗಳಿಗೆ ಜನರ ಜಂಗುಳಿ ಕಂಡು ಬಂತು. ರಾತ್ರಿ ಹೊರ ರಾಜ್ಯ ಸಾರಿಗೆಗಳನ್ನು ಸರಿಯಾಗಿ ನೋಡಿಕೊಳ್ಳುವಂತೆ ಕಾರ್ಯಾಚರಣೆ ಮಾಡುತ್ತಿದ್ದಾರೆ. (660, 867, 895, 899)
panchanga-row (48, 413, 242, 444)
page-number: 2 (60, 30, 76, 56)
teeka-comment: * ಅವರ ಮತಗಳ ಮೇಲೆ ಮಾತ್ರ ದೃಷ್ಟಿ. ಆದರೆ ಅವರಿಗೆ ಉದ್ಯೋಗ ನೀಡುವುದರ ಬಗ್ಗೆ ಯಾರು ಕಣ್ಣು ಇಲ್ಲವೇ? (254, 123, 396, 142)
panchanga-month-day: ಸೆಪ್ಟೆಂಬರ್ - ಮಂಗಳವಾರ (98, 220, 192, 233)
teeka-item (254, 363, 396, 413)
cell-value: ಇವತ್ತು ಗರಜ 10:37 AM ತನಕ ನಂತರ ವಣಿಜ 11:11 PM (51, 611, 142, 631)
panchanga-timings (48, 351, 242, 444)
cell-value: ಇವತ್ತು ಅನುರಾಧ 08:04 PM ತನಕ (150, 574, 236, 594)
panchanga-value: 3.00 PM - 4.30 PM (49, 490, 145, 518)
